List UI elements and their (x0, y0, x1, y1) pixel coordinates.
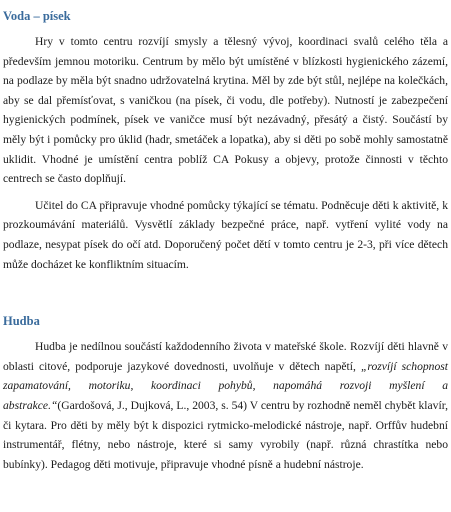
paragraph-voda-2: Učitel do CA připravuje vhodné pomůcky týkající se tématu. Podněcuje děti k aktivitě, k prozkoumávání materiálů. Vysvětlí základy bezpečné práce, např. vytření vylité vody na podlaze, nesypat písek do očí atd. Doporučený počet dětí v tomto centru je 2-3, při více dětech může docházet ke konfliktním situacím. (3, 198, 448, 271)
paragraph-hudba-quote: „rozvíjí schopnost zapamatování, motoriku, koordinaci pohybů, napomáhá rozvoji myšlení a abstrakce.“ (3, 359, 448, 412)
paragraph-voda-1: Hry v tomto centru rozvíjí smysly a tělesný vývoj, koordinaci svalů celého těla a především jemnou motoriku. Centrum by mělo být umístěné v blízkosti hygienického zázemí, na podlaze by měla být snadno udržovatelná krytina. Měl by zde být stůl, nejlépe na kolečkách, aby se dal přemísťovat, s vaničkou (na písek, či vodu, dle potřeby). Nutností je zabezpečení hygienických podmínek, písek ve vaničce musí být nezávadný, přesátý a čistý. Součástí by měly být i pomůcky pro úklid (hadr, smetáček a lopatka), aby si děti po sobě mohly samostatně uklidit. Vhodné je umístění centra poblíž CA Pokusy a objevy, protože činnosti v těchto centrech se často doplňují. (3, 35, 448, 186)
paragraph-hudba-1 (3, 337, 448, 474)
paragraph-hudba-text-before: Hudba je nedílnou součástí každodenního života v mateřské škole. Rozvíjí děti hlavně v oblasti citové, podporuje jazykové dovednosti, uvolňuje v dětech napětí, (3, 340, 448, 373)
paragraph-hudba-text-after: (Gardošová, J., Dujková, L., 2003, s. 54) V centru by rozhodně neměl chybět klavír, či kytara. Pro děti by měly být k dispozici rytmicko-melodické nástroje, např. Orffův hudební instrumentář, flétny, nebo nástroje, které si samy vyrobily (např. různá chrastítka nebo bubínky). Pedagog děti motivuje, připravuje vhodné písně a hudební nástroje. (3, 398, 448, 471)
section-heading-voda-pisek: Voda – písek (3, 9, 71, 23)
section-spacer (3, 274, 448, 313)
section-heading-hudba: Hudba (3, 314, 40, 329)
